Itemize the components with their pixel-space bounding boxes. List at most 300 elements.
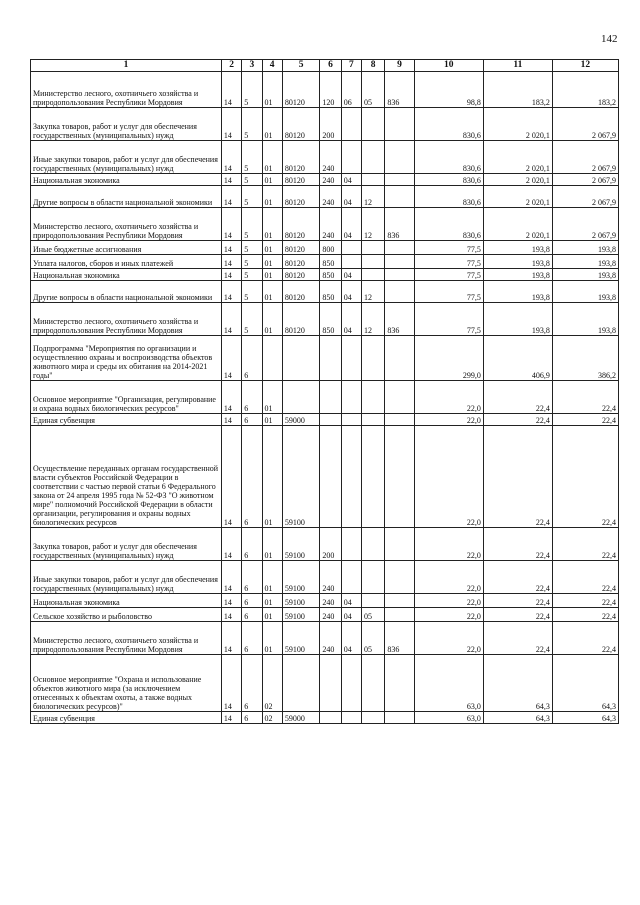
- code-cell: [361, 712, 384, 724]
- code-cell: [341, 108, 361, 141]
- code-cell: [385, 186, 414, 208]
- code-cell: [385, 608, 414, 622]
- amount-2020-cell: 193,8: [483, 269, 552, 281]
- column-header: 12: [552, 60, 618, 72]
- amount-2021-cell: 386,2: [552, 336, 618, 381]
- amount-2019-cell: 22,0: [414, 594, 483, 608]
- table-row: [31, 72, 619, 108]
- code-cell: 14: [221, 528, 241, 561]
- code-cell: 5: [242, 303, 262, 336]
- amount-2019-cell: 77,5: [414, 255, 483, 269]
- amount-2019-cell: 22,0: [414, 414, 483, 426]
- amount-2020-cell: 22,4: [483, 414, 552, 426]
- code-cell: [385, 241, 414, 255]
- code-cell: 14: [221, 594, 241, 608]
- code-cell: 6: [242, 381, 262, 414]
- column-header: 3: [242, 60, 262, 72]
- code-cell: 01: [262, 426, 282, 528]
- code-cell: [341, 336, 361, 381]
- row-name-cell: Другие вопросы в области национальной экономики: [31, 281, 222, 303]
- code-cell: 59000: [282, 414, 320, 426]
- amount-2021-cell: 2 067,9: [552, 141, 618, 174]
- code-cell: 240: [320, 141, 341, 174]
- table-row: [31, 186, 619, 208]
- code-cell: 6: [242, 528, 262, 561]
- code-cell: 01: [262, 141, 282, 174]
- amount-2019-cell: 830,6: [414, 186, 483, 208]
- amount-2019-cell: 98,8: [414, 72, 483, 108]
- row-name-cell: Сельское хозяйство и рыболовство: [31, 608, 222, 622]
- code-cell: 240: [320, 594, 341, 608]
- code-cell: 01: [262, 241, 282, 255]
- amount-2019-cell: 63,0: [414, 655, 483, 712]
- code-cell: 80120: [282, 108, 320, 141]
- amount-2019-cell: 22,0: [414, 561, 483, 594]
- code-cell: 6: [242, 622, 262, 655]
- code-cell: 01: [262, 303, 282, 336]
- amount-2021-cell: 22,4: [552, 381, 618, 414]
- code-cell: 6: [242, 336, 262, 381]
- code-cell: 14: [221, 269, 241, 281]
- amount-2021-cell: 2 067,9: [552, 174, 618, 186]
- code-cell: 04: [341, 281, 361, 303]
- amount-2021-cell: 22,4: [552, 608, 618, 622]
- code-cell: 02: [262, 712, 282, 724]
- amount-2019-cell: 77,5: [414, 281, 483, 303]
- amount-2021-cell: 22,4: [552, 594, 618, 608]
- amount-2020-cell: 22,4: [483, 622, 552, 655]
- column-header: 10: [414, 60, 483, 72]
- code-cell: [361, 174, 384, 186]
- amount-2020-cell: 2 020,1: [483, 186, 552, 208]
- amount-2021-cell: 64,3: [552, 712, 618, 724]
- table-row: [31, 141, 619, 174]
- row-name-cell: Единая субвенция: [31, 712, 222, 724]
- code-cell: [262, 336, 282, 381]
- code-cell: 5: [242, 108, 262, 141]
- code-cell: 14: [221, 414, 241, 426]
- code-cell: 14: [221, 712, 241, 724]
- code-cell: 14: [221, 381, 241, 414]
- code-cell: [385, 426, 414, 528]
- table-row: [31, 608, 619, 622]
- code-cell: 14: [221, 241, 241, 255]
- amount-2021-cell: 2 067,9: [552, 208, 618, 241]
- code-cell: [361, 141, 384, 174]
- amount-2020-cell: 183,2: [483, 72, 552, 108]
- code-cell: [320, 381, 341, 414]
- code-cell: [385, 141, 414, 174]
- code-cell: 14: [221, 303, 241, 336]
- amount-2021-cell: 193,8: [552, 241, 618, 255]
- amount-2019-cell: 22,0: [414, 528, 483, 561]
- code-cell: 80120: [282, 281, 320, 303]
- code-cell: [282, 336, 320, 381]
- code-cell: 80120: [282, 255, 320, 269]
- column-header: 9: [385, 60, 414, 72]
- code-cell: 04: [341, 208, 361, 241]
- code-cell: 04: [341, 622, 361, 655]
- row-name-cell: Национальная экономика: [31, 174, 222, 186]
- table-row: [31, 174, 619, 186]
- code-cell: 240: [320, 174, 341, 186]
- code-cell: 80120: [282, 186, 320, 208]
- code-cell: 59100: [282, 561, 320, 594]
- code-cell: 05: [361, 608, 384, 622]
- amount-2021-cell: 22,4: [552, 426, 618, 528]
- amount-2019-cell: 299,0: [414, 336, 483, 381]
- code-cell: [385, 336, 414, 381]
- amount-2021-cell: 22,4: [552, 528, 618, 561]
- code-cell: 800: [320, 241, 341, 255]
- code-cell: 14: [221, 608, 241, 622]
- code-cell: 836: [385, 303, 414, 336]
- code-cell: 6: [242, 712, 262, 724]
- amount-2020-cell: 193,8: [483, 255, 552, 269]
- column-header: 1: [31, 60, 222, 72]
- amount-2021-cell: 193,8: [552, 303, 618, 336]
- amount-2021-cell: 193,8: [552, 281, 618, 303]
- code-cell: 850: [320, 269, 341, 281]
- row-name-cell: Министерство лесного, охотничьего хозяйства и природопользования Республики Мордовия: [31, 622, 222, 655]
- code-cell: 5: [242, 281, 262, 303]
- amount-2021-cell: 193,8: [552, 255, 618, 269]
- code-cell: 80120: [282, 303, 320, 336]
- code-cell: 01: [262, 255, 282, 269]
- amount-2019-cell: 22,0: [414, 622, 483, 655]
- amount-2019-cell: 22,0: [414, 608, 483, 622]
- code-cell: [385, 381, 414, 414]
- amount-2019-cell: 830,6: [414, 174, 483, 186]
- row-name-cell: Министерство лесного, охотничьего хозяйства и природопользования Республики Мордовия: [31, 303, 222, 336]
- table-row: [31, 561, 619, 594]
- code-cell: 01: [262, 381, 282, 414]
- code-cell: 14: [221, 281, 241, 303]
- code-cell: [341, 255, 361, 269]
- code-cell: 6: [242, 608, 262, 622]
- code-cell: [361, 655, 384, 712]
- row-name-cell: Основное мероприятие "Охрана и использование объектов животного мира (за исключением отнесенных к объектам охоты, а также водных биологических ресурсов)": [31, 655, 222, 712]
- amount-2019-cell: 77,5: [414, 303, 483, 336]
- row-name-cell: Другие вопросы в области национальной экономики: [31, 186, 222, 208]
- code-cell: 240: [320, 622, 341, 655]
- budget-table: [30, 59, 619, 724]
- code-cell: 02: [262, 655, 282, 712]
- code-cell: 04: [341, 174, 361, 186]
- amount-2020-cell: 22,4: [483, 608, 552, 622]
- amount-2019-cell: 830,6: [414, 208, 483, 241]
- code-cell: 5: [242, 255, 262, 269]
- code-cell: 6: [242, 655, 262, 712]
- amount-2020-cell: 22,4: [483, 426, 552, 528]
- code-cell: 850: [320, 255, 341, 269]
- table-row: [31, 303, 619, 336]
- table-row: [31, 655, 619, 712]
- code-cell: 836: [385, 72, 414, 108]
- code-cell: 5: [242, 241, 262, 255]
- row-name-cell: Подпрограмма "Мероприятия по организации и осуществлению охраны и воспроизводства объектов животного мира и среды их обитания на 2014-2021 годы": [31, 336, 222, 381]
- column-header: 6: [320, 60, 341, 72]
- amount-2021-cell: 2 067,9: [552, 108, 618, 141]
- code-cell: 14: [221, 655, 241, 712]
- code-cell: 850: [320, 303, 341, 336]
- code-cell: 80120: [282, 208, 320, 241]
- code-cell: [385, 281, 414, 303]
- code-cell: 01: [262, 72, 282, 108]
- amount-2019-cell: 77,5: [414, 269, 483, 281]
- code-cell: 14: [221, 622, 241, 655]
- table-row: [31, 108, 619, 141]
- code-cell: 01: [262, 608, 282, 622]
- table-row: [31, 414, 619, 426]
- table-row: [31, 622, 619, 655]
- code-cell: [320, 712, 341, 724]
- code-cell: [361, 255, 384, 269]
- amount-2020-cell: 2 020,1: [483, 174, 552, 186]
- row-name-cell: Министерство лесного, охотничьего хозяйства и природопользования Республики Мордовия: [31, 208, 222, 241]
- code-cell: 14: [221, 426, 241, 528]
- code-cell: 04: [341, 269, 361, 281]
- amount-2020-cell: 22,4: [483, 594, 552, 608]
- code-cell: 836: [385, 622, 414, 655]
- code-cell: 12: [361, 281, 384, 303]
- code-cell: [385, 269, 414, 281]
- code-cell: 240: [320, 561, 341, 594]
- code-cell: 04: [341, 186, 361, 208]
- column-header: 11: [483, 60, 552, 72]
- table-row: [31, 381, 619, 414]
- code-cell: 14: [221, 141, 241, 174]
- code-cell: [320, 655, 341, 712]
- code-cell: 5: [242, 141, 262, 174]
- amount-2020-cell: 22,4: [483, 561, 552, 594]
- code-cell: 59000: [282, 712, 320, 724]
- code-cell: 14: [221, 108, 241, 141]
- code-cell: 836: [385, 208, 414, 241]
- code-cell: 01: [262, 561, 282, 594]
- code-cell: [385, 528, 414, 561]
- code-cell: [341, 241, 361, 255]
- code-cell: [320, 414, 341, 426]
- table-row: [31, 336, 619, 381]
- code-cell: [320, 426, 341, 528]
- code-cell: 5: [242, 72, 262, 108]
- code-cell: [385, 255, 414, 269]
- amount-2020-cell: 2 020,1: [483, 208, 552, 241]
- code-cell: 12: [361, 186, 384, 208]
- code-cell: 59100: [282, 528, 320, 561]
- amount-2021-cell: 193,8: [552, 269, 618, 281]
- code-cell: 12: [361, 208, 384, 241]
- column-header: 5: [282, 60, 320, 72]
- amount-2020-cell: 2 020,1: [483, 141, 552, 174]
- code-cell: 14: [221, 561, 241, 594]
- amount-2020-cell: 22,4: [483, 528, 552, 561]
- amount-2020-cell: 193,8: [483, 241, 552, 255]
- row-name-cell: Иные бюджетные ассигнования: [31, 241, 222, 255]
- table-row: [31, 208, 619, 241]
- table-row: [31, 426, 619, 528]
- row-name-cell: Национальная экономика: [31, 594, 222, 608]
- code-cell: [361, 269, 384, 281]
- code-cell: 01: [262, 594, 282, 608]
- code-cell: 59100: [282, 426, 320, 528]
- code-cell: 01: [262, 174, 282, 186]
- amount-2019-cell: 22,0: [414, 426, 483, 528]
- code-cell: 04: [341, 303, 361, 336]
- code-cell: 6: [242, 426, 262, 528]
- code-cell: [341, 381, 361, 414]
- code-cell: [320, 336, 341, 381]
- table-body: [31, 72, 619, 724]
- table-row: [31, 269, 619, 281]
- amount-2020-cell: 406,9: [483, 336, 552, 381]
- code-cell: 240: [320, 186, 341, 208]
- table-row: [31, 594, 619, 608]
- table-row: [31, 281, 619, 303]
- table-row: [31, 712, 619, 724]
- amount-2021-cell: 22,4: [552, 561, 618, 594]
- table-row: [31, 255, 619, 269]
- code-cell: 01: [262, 208, 282, 241]
- code-cell: 80120: [282, 241, 320, 255]
- code-cell: 6: [242, 561, 262, 594]
- code-cell: [341, 414, 361, 426]
- row-name-cell: Закупка товаров, работ и услуг для обеспечения государственных (муниципальных) нужд: [31, 528, 222, 561]
- code-cell: [282, 655, 320, 712]
- amount-2019-cell: 77,5: [414, 241, 483, 255]
- code-cell: 01: [262, 528, 282, 561]
- amount-2019-cell: 830,6: [414, 108, 483, 141]
- code-cell: [361, 528, 384, 561]
- code-cell: 240: [320, 608, 341, 622]
- row-name-cell: Национальная экономика: [31, 269, 222, 281]
- code-cell: [361, 336, 384, 381]
- code-cell: 200: [320, 108, 341, 141]
- code-cell: 6: [242, 414, 262, 426]
- code-cell: 14: [221, 186, 241, 208]
- amount-2019-cell: 22,0: [414, 381, 483, 414]
- row-name-cell: Единая субвенция: [31, 414, 222, 426]
- code-cell: [361, 561, 384, 594]
- row-name-cell: Министерство лесного, охотничьего хозяйства и природопользования Республики Мордовия: [31, 72, 222, 108]
- code-cell: [385, 655, 414, 712]
- row-name-cell: Уплата налогов, сборов и иных платежей: [31, 255, 222, 269]
- code-cell: 59100: [282, 594, 320, 608]
- code-cell: 01: [262, 108, 282, 141]
- code-cell: 5: [242, 186, 262, 208]
- table-row: [31, 528, 619, 561]
- code-cell: 80120: [282, 269, 320, 281]
- code-cell: [341, 426, 361, 528]
- code-cell: 14: [221, 174, 241, 186]
- code-cell: [385, 174, 414, 186]
- amount-2020-cell: 64,3: [483, 655, 552, 712]
- amount-2019-cell: 830,6: [414, 141, 483, 174]
- code-cell: 12: [361, 303, 384, 336]
- code-cell: [341, 528, 361, 561]
- code-cell: [385, 712, 414, 724]
- code-cell: 14: [221, 336, 241, 381]
- code-cell: 14: [221, 255, 241, 269]
- code-cell: [341, 712, 361, 724]
- code-cell: 5: [242, 208, 262, 241]
- row-name-cell: Иные закупки товаров, работ и услуг для обеспечения государственных (муниципальных) нужд: [31, 561, 222, 594]
- code-cell: 04: [341, 608, 361, 622]
- row-name-cell: Осуществление переданных органам государственной власти субъектов Российской Федерации в соответствии с частью первой статьи 6 Федерального закона от 24 апреля 1995 года № 52-ФЗ "О животном мире" полномочий Российской Федерации в области организации, регулирования и охраны водных биологических ресурсов: [31, 426, 222, 528]
- code-cell: 05: [361, 622, 384, 655]
- code-cell: 80120: [282, 174, 320, 186]
- amount-2020-cell: 2 020,1: [483, 108, 552, 141]
- code-cell: 850: [320, 281, 341, 303]
- code-cell: [361, 381, 384, 414]
- amount-2020-cell: 64,3: [483, 712, 552, 724]
- code-cell: [341, 655, 361, 712]
- code-cell: 240: [320, 208, 341, 241]
- code-cell: 80120: [282, 141, 320, 174]
- table-header-row: [31, 60, 619, 72]
- code-cell: 6: [242, 594, 262, 608]
- amount-2020-cell: 193,8: [483, 281, 552, 303]
- code-cell: 14: [221, 208, 241, 241]
- column-header: 8: [361, 60, 384, 72]
- code-cell: 120: [320, 72, 341, 108]
- row-name-cell: Основное мероприятие "Организация, регулирование и охрана водных биологических ресурсов": [31, 381, 222, 414]
- code-cell: 80120: [282, 72, 320, 108]
- code-cell: [385, 594, 414, 608]
- code-cell: [341, 561, 361, 594]
- amount-2020-cell: 193,8: [483, 303, 552, 336]
- code-cell: 05: [361, 72, 384, 108]
- code-cell: 59100: [282, 608, 320, 622]
- column-header: 4: [262, 60, 282, 72]
- code-cell: 14: [221, 72, 241, 108]
- code-cell: [361, 594, 384, 608]
- code-cell: [361, 426, 384, 528]
- amount-2019-cell: 63,0: [414, 712, 483, 724]
- code-cell: [282, 381, 320, 414]
- code-cell: [361, 241, 384, 255]
- code-cell: 06: [341, 72, 361, 108]
- amount-2021-cell: 2 067,9: [552, 186, 618, 208]
- amount-2021-cell: 22,4: [552, 622, 618, 655]
- code-cell: 01: [262, 269, 282, 281]
- code-cell: 01: [262, 622, 282, 655]
- code-cell: 59100: [282, 622, 320, 655]
- code-cell: [361, 108, 384, 141]
- amount-2020-cell: 22,4: [483, 381, 552, 414]
- row-name-cell: Иные закупки товаров, работ и услуг для обеспечения государственных (муниципальных) нужд: [31, 141, 222, 174]
- page-number: 142: [601, 33, 618, 45]
- code-cell: [385, 561, 414, 594]
- row-name-cell: Закупка товаров, работ и услуг для обеспечения государственных (муниципальных) нужд: [31, 108, 222, 141]
- code-cell: 01: [262, 281, 282, 303]
- table-row: [31, 241, 619, 255]
- code-cell: [361, 414, 384, 426]
- code-cell: [341, 141, 361, 174]
- column-header: 7: [341, 60, 361, 72]
- code-cell: 200: [320, 528, 341, 561]
- code-cell: [385, 108, 414, 141]
- amount-2021-cell: 183,2: [552, 72, 618, 108]
- code-cell: 5: [242, 269, 262, 281]
- code-cell: 04: [341, 594, 361, 608]
- code-cell: [385, 414, 414, 426]
- amount-2021-cell: 22,4: [552, 414, 618, 426]
- column-header: 2: [221, 60, 241, 72]
- code-cell: 5: [242, 174, 262, 186]
- amount-2021-cell: 64,3: [552, 655, 618, 712]
